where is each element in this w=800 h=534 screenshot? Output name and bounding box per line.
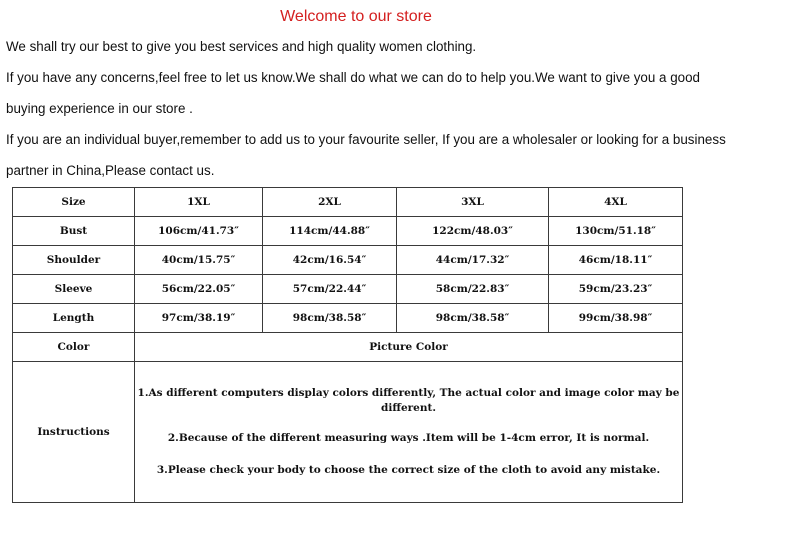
row-label-bust: Bust	[13, 217, 135, 246]
size-header-label: Size	[13, 188, 135, 217]
size-header-2xl: 2XL	[263, 188, 397, 217]
table-cell: 98cm/38.58″	[263, 304, 397, 333]
table-row	[13, 362, 683, 503]
table-cell: 130cm/51.18″	[549, 217, 683, 246]
table-cell: 40cm/15.75″	[135, 246, 263, 275]
color-value: Picture Color	[135, 333, 683, 362]
row-label-length: Length	[13, 304, 135, 333]
table-row	[13, 246, 683, 275]
size-header-1xl: 1XL	[135, 188, 263, 217]
table-cell: 98cm/38.58″	[397, 304, 549, 333]
table-cell: 59cm/23.23″	[549, 275, 683, 304]
intro-line-2: If you have any concerns,feel free to let us know.We shall do what we can do to help you.We want to give you a good	[6, 70, 701, 85]
table-row	[13, 304, 683, 333]
intro-line-5: partner in China,Please contact us.	[6, 163, 215, 178]
row-label-instructions: Instructions	[13, 362, 135, 503]
size-header-4xl: 4XL	[549, 188, 683, 217]
table-cell: 122cm/48.03″	[397, 217, 549, 246]
table-cell: 114cm/44.88″	[263, 217, 397, 246]
store-welcome-title: Welcome to our store	[280, 8, 432, 25]
table-cell: 106cm/41.73″	[135, 217, 263, 246]
table-row	[13, 217, 683, 246]
table-row	[13, 275, 683, 304]
row-label-color: Color	[13, 333, 135, 362]
instruction-note-2: 2.Because of the different measuring ways .Item will be 1-4cm error, It is normal.	[167, 432, 650, 444]
table-row	[13, 333, 683, 362]
intro-line-4: If you are an individual buyer,remember to add us to your favourite seller, If you are a wholesaler or looking for a business	[6, 132, 726, 147]
table-cell: 97cm/38.19″	[135, 304, 263, 333]
table-row	[13, 188, 683, 217]
size-chart-table	[12, 187, 683, 503]
table-cell: 56cm/22.05″	[135, 275, 263, 304]
intro-line-3: buying experience in our store .	[6, 101, 193, 116]
table-cell: 57cm/22.44″	[263, 275, 397, 304]
intro-line-1: We shall try our best to give you best services and high quality women clothing.	[6, 39, 477, 54]
instructions-cell	[135, 362, 683, 503]
instruction-note-1: 1.As different computers display colors differently, The actual color and image color may be different.	[137, 387, 680, 414]
row-label-shoulder: Shoulder	[13, 246, 135, 275]
row-label-sleeve: Sleeve	[13, 275, 135, 304]
instruction-note-3: 3.Please check your body to choose the correct size of the cloth to avoid any mistake.	[156, 464, 661, 476]
table-cell: 99cm/38.98″	[549, 304, 683, 333]
table-cell: 58cm/22.83″	[397, 275, 549, 304]
table-cell: 42cm/16.54″	[263, 246, 397, 275]
size-header-3xl: 3XL	[397, 188, 549, 217]
table-cell: 46cm/18.11″	[549, 246, 683, 275]
table-cell: 44cm/17.32″	[397, 246, 549, 275]
